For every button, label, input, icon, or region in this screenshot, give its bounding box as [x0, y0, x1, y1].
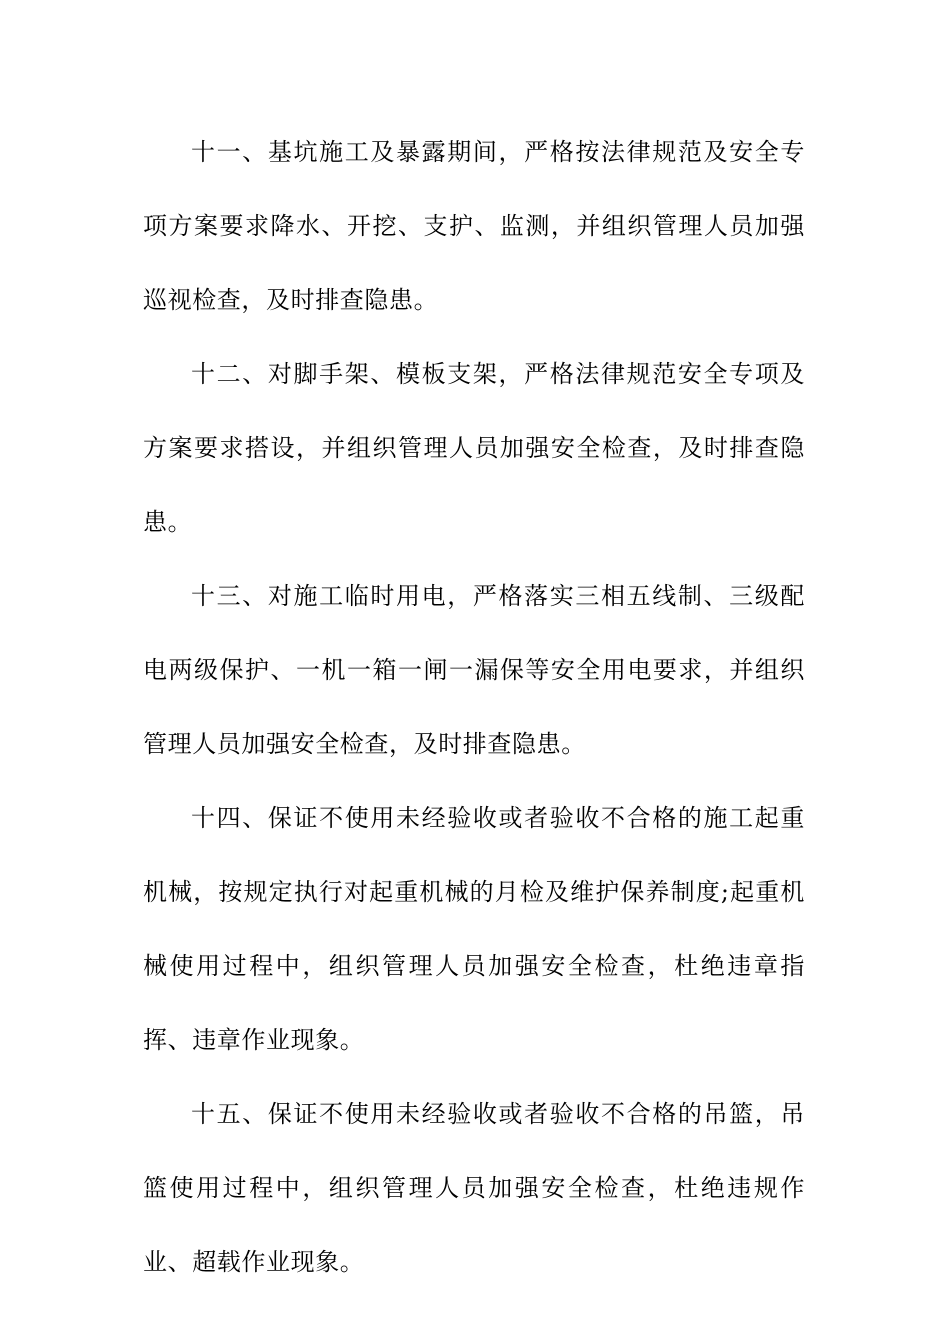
paragraph-14: 十四、保证不使用未经验收或者验收不合格的施工起重机械，按规定执行对起重机械的月检及维护保养制度;起重机械使用过程中，组织管理人员加强安全检查，杜绝违章指挥、违章作业现象。 — [143, 804, 805, 1054]
document-body — [143, 115, 805, 1299]
paragraph-15: 十五、保证不使用未经验收或者验收不合格的吊篮，吊篮使用过程中，组织管理人员加强安全检查，杜绝违规作业、超载作业现象。 — [143, 1100, 805, 1276]
paragraph-11: 十一、基坑施工及暴露期间，严格按法律规范及安全专项方案要求降水、开挖、支护、监测，并组织管理人员加强巡视检查，及时排查隐患。 — [143, 138, 805, 314]
paragraph-13: 十三、对施工临时用电，严格落实三相五线制、三级配电两级保护、一机一箱一闸一漏保等安全用电要求，并组织管理人员加强安全检查，及时排查隐患。 — [143, 582, 805, 758]
paragraph-12: 十二、对脚手架、模板支架，严格法律规范安全专项及方案要求搭设，并组织管理人员加强安全检查，及时排查隐患。 — [143, 360, 805, 536]
